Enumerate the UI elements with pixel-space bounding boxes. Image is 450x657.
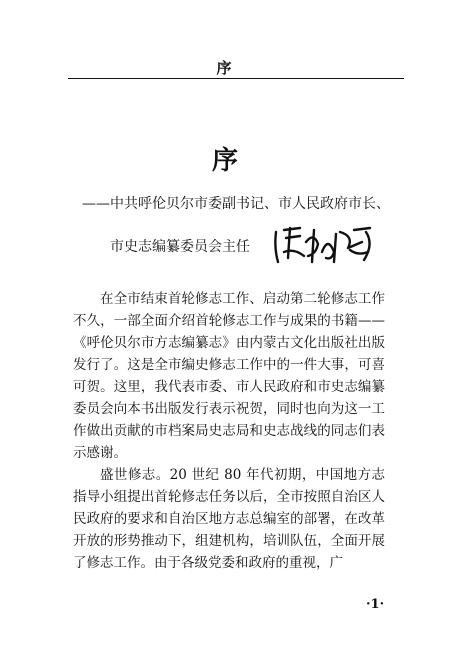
byline-line-1: ——中共呼伦贝尔市委副书记、市人民政府市长、 (82, 196, 390, 212)
header-rule (68, 78, 404, 79)
page-number: ·1· (366, 597, 385, 612)
body-text (73, 288, 385, 574)
running-head: 序 (216, 59, 234, 77)
paragraph-2: 盛世修志。20 世纪 80 年代初期，中国地方志指导小组提出首轮修志任务以后，全市按照自治区人民政府的要求和自治区地方志总编室的部署，在改革开放的形势推动下，组建机构，培训队伍，全面开展了修志工作。由于各级党委和政府的重视，广 (73, 467, 385, 571)
paragraph-1: 在全市结束首轮修志工作、启动第二轮修志工作不久，一部全面介绍首轮修志工作与成果的书籍——《呼伦贝尔市方志编纂志》由内蒙古文化出版社出版发行了。这是全市编史修志工作中的一件大事，可喜可贺。这里，我代表市委、市人民政府和市史志编纂委员会向本书出版发行表示祝贺，同时也向为这一工作做出贡献的市档案局史志局和史志战线的同志们表示感谢。 (73, 291, 385, 461)
page-title: 序 (211, 146, 238, 176)
handwritten-signature (270, 222, 380, 266)
byline-line-2: 市史志编纂委员会主任 (110, 239, 250, 255)
